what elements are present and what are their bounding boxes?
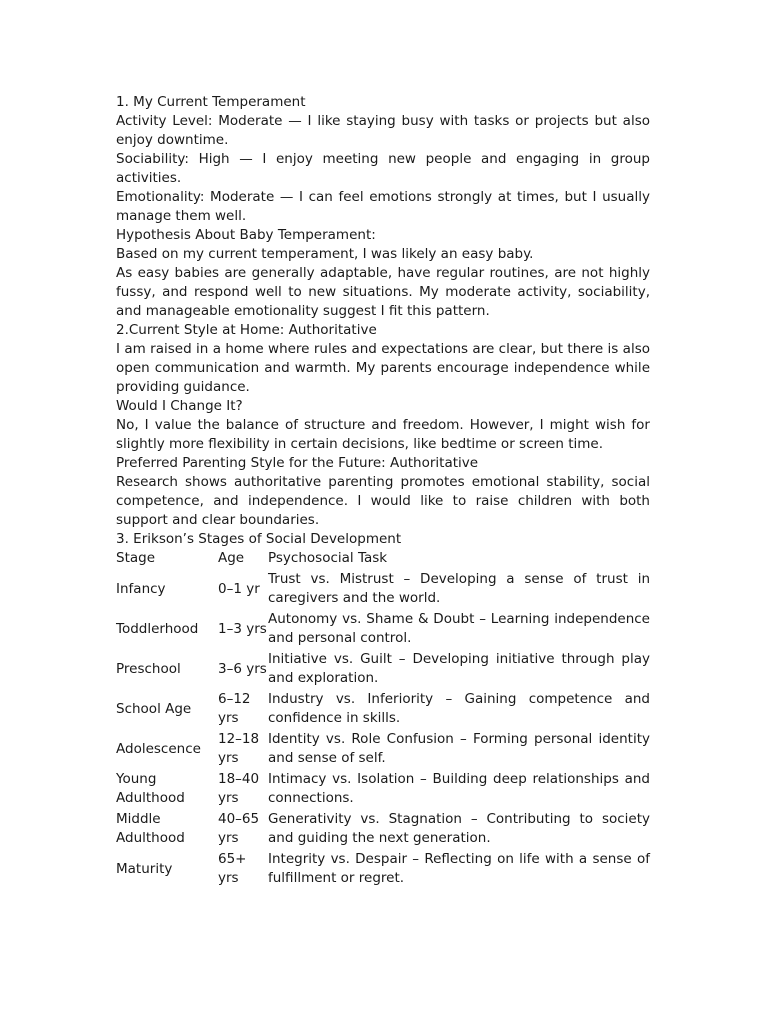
task-cell: Autonomy vs. Shame & Doubt – Learning independence and personal control. bbox=[268, 611, 650, 646]
hypothesis-heading: Hypothesis About Baby Temperament: bbox=[116, 227, 376, 243]
table-row bbox=[116, 809, 650, 849]
task-cell: Initiative vs. Guilt – Developing initiative through play and exploration. bbox=[268, 651, 650, 686]
table-row bbox=[116, 769, 650, 809]
table-row bbox=[116, 569, 650, 609]
sociability-text: Sociability: High — I enjoy meeting new people and engaging in group activities. bbox=[116, 151, 650, 186]
preferred-style-body: Research shows authoritative parenting promotes emotional stability, social competence, and independence. I would like to raise children with both support and clear boundaries. bbox=[116, 474, 650, 528]
table-header-row bbox=[116, 549, 650, 569]
age-cell: 3–6 yrs bbox=[218, 660, 267, 677]
task-cell: Integrity vs. Despair – Reflecting on life with a sense of fulfillment or regret. bbox=[268, 851, 650, 886]
age-cell: 18–40 yrs bbox=[218, 771, 260, 806]
home-style-body: I am raised in a home where rules and expectations are clear, but there is also open communication and warmth. My parents encourage independence while providing guidance. bbox=[116, 341, 650, 395]
hypothesis-line: Based on my current temperament, I was likely an easy baby. bbox=[116, 246, 534, 262]
section-1-heading: 1. My Current Temperament bbox=[116, 94, 306, 110]
age-cell: 12–18 yrs bbox=[218, 731, 260, 766]
table-row bbox=[116, 689, 650, 729]
emotionality-text: Emotionality: Moderate — I can feel emotions strongly at times, but I usually manage them well. bbox=[116, 189, 650, 224]
table-row bbox=[116, 849, 650, 889]
stage-cell: Middle Adulthood bbox=[116, 811, 185, 846]
task-cell: Intimacy vs. Isolation – Building deep relationships and connections. bbox=[268, 771, 650, 806]
age-cell: 1–3 yrs bbox=[218, 620, 267, 637]
task-cell: Generativity vs. Stagnation – Contributing to society and guiding the next generation. bbox=[268, 811, 650, 846]
task-cell: Identity vs. Role Confusion – Forming personal identity and sense of self. bbox=[268, 731, 650, 766]
age-cell: 6–12 yrs bbox=[218, 691, 251, 726]
document-page bbox=[116, 93, 650, 889]
stage-cell: Infancy bbox=[116, 580, 166, 597]
stage-cell: Toddlerhood bbox=[116, 620, 199, 637]
header-stage: Stage bbox=[116, 550, 156, 566]
activity-level-text: Activity Level: Moderate — I like staying busy with tasks or projects but also enjoy downtime. bbox=[116, 113, 650, 148]
stage-cell: Maturity bbox=[116, 860, 173, 877]
erikson-stages-table bbox=[116, 549, 650, 889]
stage-cell: Adolescence bbox=[116, 740, 201, 757]
change-heading: Would I Change It? bbox=[116, 398, 243, 414]
section-3-heading: 3. Erikson’s Stages of Social Development bbox=[116, 531, 402, 547]
age-cell: 65+ yrs bbox=[218, 851, 247, 886]
task-cell: Industry vs. Inferiority – Gaining competence and confidence in skills. bbox=[268, 691, 650, 726]
change-body: No, I value the balance of structure and freedom. However, I might wish for slightly more flexibility in certain decisions, like bedtime or screen time. bbox=[116, 417, 650, 452]
table-row bbox=[116, 729, 650, 769]
section-2-heading: 2.Current Style at Home: Authoritative bbox=[116, 322, 377, 338]
table-row bbox=[116, 609, 650, 649]
header-task: Psychosocial Task bbox=[268, 550, 388, 566]
table-row bbox=[116, 649, 650, 689]
stage-cell: Preschool bbox=[116, 660, 181, 677]
stage-cell: Young Adulthood bbox=[116, 771, 185, 806]
hypothesis-body: As easy babies are generally adaptable, have regular routines, are not highly fussy, and respond well to new situations. My moderate activity, sociability, and manageable emotionality suggest I fit this pattern. bbox=[116, 265, 650, 319]
stage-cell: School Age bbox=[116, 700, 192, 717]
age-cell: 40–65 yrs bbox=[218, 811, 260, 846]
header-age: Age bbox=[218, 550, 245, 566]
task-cell: Trust vs. Mistrust – Developing a sense of trust in caregivers and the world. bbox=[268, 571, 650, 606]
age-cell: 0–1 yr bbox=[218, 580, 260, 597]
preferred-style-heading: Preferred Parenting Style for the Future: Authoritative bbox=[116, 455, 479, 471]
